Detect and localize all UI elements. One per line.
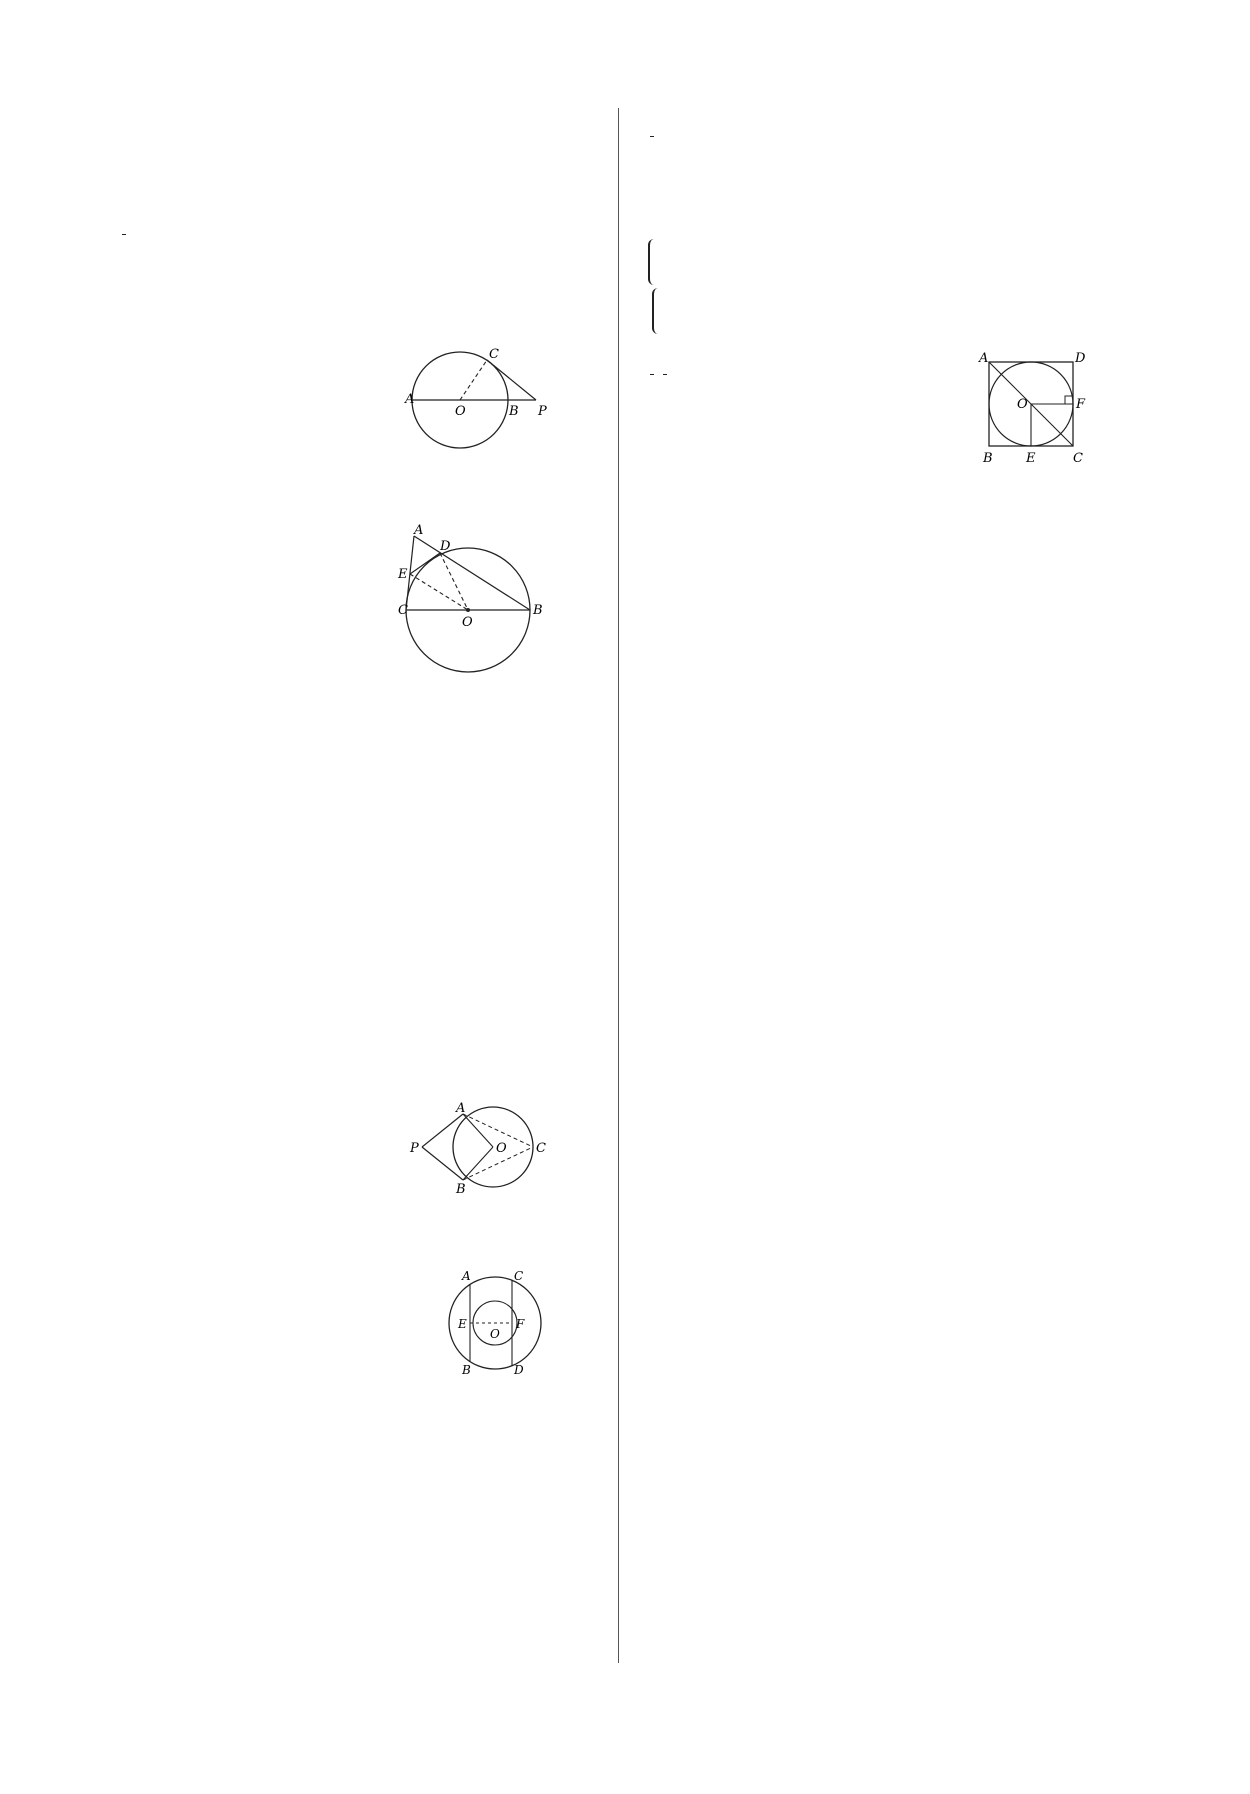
- figure-24-39-2: [405, 345, 565, 455]
- svg-text:F: F: [1076, 397, 1086, 412]
- svg-text:B: B: [533, 603, 543, 618]
- svg-text:P: P: [538, 404, 547, 419]
- equation-system: [648, 239, 656, 285]
- numerator: [122, 234, 126, 235]
- svg-text:E: E: [1026, 451, 1036, 466]
- svg-text:O: O: [490, 1327, 500, 1341]
- left-column: [100, 115, 620, 273]
- system-1: [628, 237, 1168, 286]
- svg-text:F: F: [516, 1317, 525, 1331]
- svg-text:O: O: [1017, 397, 1028, 412]
- numerator: [650, 374, 654, 375]
- svg-text:B: B: [983, 451, 993, 466]
- svg-text:O: O: [455, 404, 466, 419]
- svg-text:B: B: [509, 404, 519, 419]
- numerator: [663, 374, 667, 375]
- fraction: [663, 374, 667, 375]
- question-7-result: [628, 115, 1168, 157]
- svg-text:D: D: [1075, 351, 1086, 366]
- numerator: [650, 136, 654, 137]
- figure-24-39-3: [398, 523, 548, 677]
- figure-24-40-2: [440, 1268, 550, 1378]
- svg-text:A: A: [414, 523, 424, 538]
- svg-text:E: E: [398, 567, 408, 582]
- svg-text:A: A: [462, 1269, 471, 1283]
- system-2: [628, 286, 1168, 334]
- svg-text:D: D: [440, 539, 451, 554]
- svg-text:A: A: [405, 392, 415, 407]
- solution-system: [648, 288, 660, 334]
- svg-text:C: C: [1073, 451, 1083, 466]
- svg-text:D: D: [514, 1363, 524, 1377]
- svg-text:A: A: [979, 351, 989, 366]
- svg-text:C: C: [489, 347, 499, 362]
- svg-text:O: O: [462, 615, 473, 630]
- svg-text:B: B: [456, 1182, 466, 1197]
- svg-text:O: O: [496, 1141, 507, 1156]
- svg-text:P: P: [410, 1141, 419, 1156]
- figure-24-40-3: [975, 352, 1095, 470]
- svg-text:E: E: [458, 1317, 467, 1331]
- svg-text:A: A: [456, 1101, 466, 1116]
- page-footer: [0, 1665, 1250, 1684]
- svg-text:C: C: [398, 603, 408, 618]
- svg-text:B: B: [462, 1363, 471, 1377]
- svg-text:C: C: [536, 1141, 546, 1156]
- example-2-result: [100, 214, 620, 254]
- column-divider: [618, 108, 619, 1663]
- svg-text:C: C: [514, 1269, 524, 1283]
- fraction: [650, 136, 654, 137]
- fraction: [122, 234, 126, 235]
- fraction: [650, 374, 654, 375]
- figure-24-40-1: [408, 1100, 558, 1195]
